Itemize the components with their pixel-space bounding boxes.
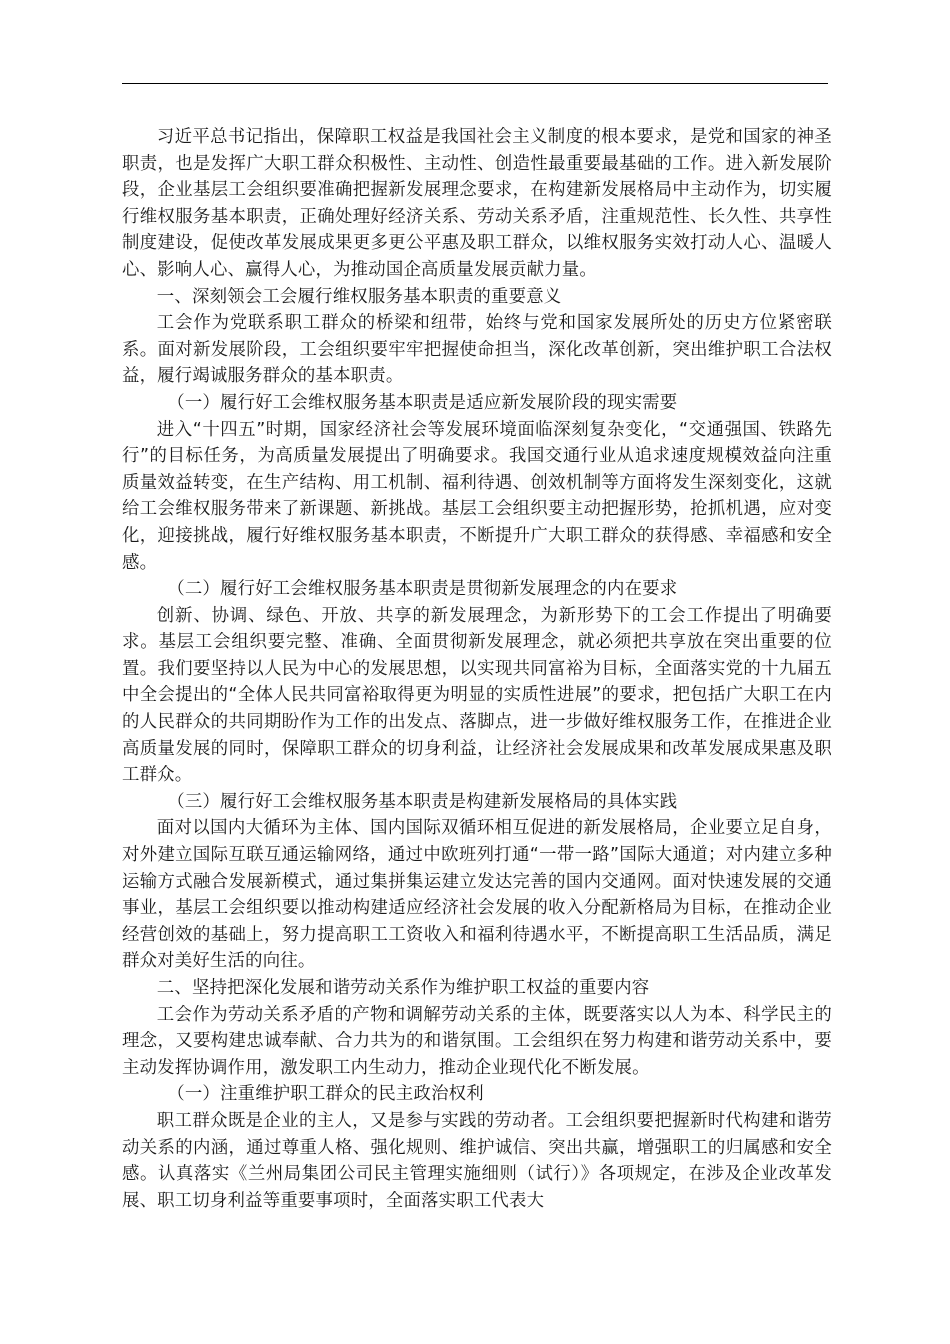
subsection-heading: （二）履行好工会维权服务基本职责是贯彻新发展理念的内在要求	[167, 579, 678, 600]
body-paragraph: 职工群众既是企业的主人，又是参与实践的劳动者。工会组织要把握新时代构建和谐劳动关系的内涵，通过尊重人格、强化规则、维护诚信、突出共赢，增强职工的归属感和安全感。认真落实《兰州局集团公司民主管理实施细则（试行）》各项规定，在涉及企业改革发展、职工切身利益等重要事项时，全面落实职工代表大	[122, 1110, 832, 1211]
subsection-heading: （一）注重维护职工群众的民主政治权利	[167, 1084, 484, 1105]
subsection-heading: （三）履行好工会维权服务基本职责是构建新发展格局的具体实践	[167, 791, 678, 812]
body-paragraph: 工会作为劳动关系矛盾的产物和调解劳动关系的主体，既要落实以人为本、科学民主的理念，又要构建忠诚奉献、合力共为的和谐氛围。工会组织在努力构建和谐劳动关系中，要主动发挥协调作用，激发职工内生动力，推动企业现代化不断发展。	[122, 1004, 832, 1078]
body-paragraph: 习近平总书记指出，保障职工权益是我国社会主义制度的根本要求，是党和国家的神圣职责，也是发挥广大职工群众积极性、主动性、创造性最重要最基础的工作。进入新发展阶段，企业基层工会组织要准确把握新发展理念要求，在构建新发展格局中主动作为，切实履行维权服务基本职责，正确处理好经济关系、劳动关系矛盾，注重规范性、长久性、共享性制度建设，促使改革发展成果更多更公平惠及职工群众，以维权服务实效打动人心、温暖人心、影响人心、赢得人心，为推动国企高质量发展贡献力量。	[122, 127, 832, 280]
document-body	[122, 124, 832, 1214]
body-paragraph: 面对以国内大循环为主体、国内国际双循环相互促进的新发展格局，企业要立足自身，对外建立国际互联互通运输网络，通过中欧班列打通“一带一路”国际大通道；对内建立多种运输方式融合发展新模式，通过集拼集运建立发达完善的国内交通网。面对快速发展的交通事业，基层工会组织要以推动构建适应经济社会发展的收入分配新格局为目标，在推动企业经营创效的基础上，努力提高职工工资收入和福利待遇水平，不断提高职工生活品质，满足群众对美好生活的向往。	[122, 818, 832, 972]
section-heading: 二、坚持把深化发展和谐劳动关系作为维护职工权益的重要内容	[156, 978, 650, 998]
body-paragraph: 进入“十四五”时期，国家经济社会等发展环境面临深刻复杂变化，“交通强国、铁路先行”的目标任务，为高质量发展提出了明确要求。我国交通行业从追求速度规模效益向注重质量效益转变，在生产结构、用工机制、福利待遇、创效机制等方面将发生深刻变化，这就给工会维权服务带来了新课题、新挑战。基层工会组织要主动把握形势，抢抓机遇，应对变化，迎接挑战，履行好维权服务基本职责，不断提升广大职工群众的获得感、幸福感和安全感。	[122, 419, 832, 573]
body-paragraph: 创新、协调、绿色、开放、共享的新发展理念，为新形势下的工会工作提出了明确要求。基层工会组织要完整、准确、全面贯彻新发展理念，就必须把共享放在突出重要的位置。我们要坚持以人民为中心的发展思想，以实现共同富裕为目标，全面落实党的十九届五中全会提出的“全体人民共同富裕取得更为明显的实质性进展”的要求，把包括广大职工在内的人民群众的共同期盼作为工作的出发点、落脚点，进一步做好维权服务工作，在推进企业高质量发展的同时，保障职工群众的切身利益，让经济社会发展成果和改革发展成果惠及职工群众。	[122, 605, 832, 786]
section-heading: 一、深刻领会工会履行维权服务基本职责的重要意义	[156, 286, 562, 307]
body-paragraph: 工会作为党联系职工群众的桥梁和纽带，始终与党和国家发展所处的历史方位紧密联系。面对新发展阶段，工会组织要牢牢把握使命担当，深化改革创新，突出维护职工合法权益，履行竭诚服务群众的基本职责。	[122, 313, 832, 387]
header-rule	[122, 83, 828, 84]
subsection-heading: （一）履行好工会维权服务基本职责是适应新发展阶段的现实需要	[167, 392, 678, 413]
